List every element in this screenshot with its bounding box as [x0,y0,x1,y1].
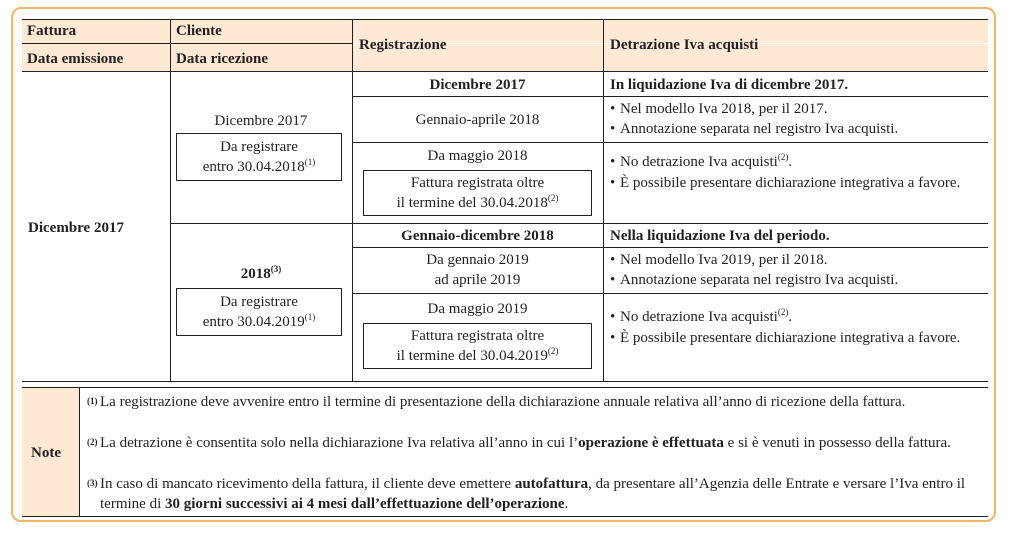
header-fattura: Fattura [27,23,77,39]
ded-2017-title: In liquidazione Iva di dicembre 2017. [610,77,849,93]
reception-2017-box-line1: Da registrare [220,139,298,155]
reg-2018-row3: Da maggio 2019 [427,301,528,317]
notes-label: Note [31,445,61,461]
reg-2017-row3-box [363,170,592,216]
reg-2018-title: Gennaio-dicembre 2018 [401,228,554,244]
reg-2018-row3-box-line2: il termine del 30.04.2019$^{(2)}$ [396,346,559,364]
header-row-bottom [22,44,988,71]
reception-2018: 2018$^{(3)}$ [240,264,282,282]
header-cliente: Cliente [176,23,222,39]
reception-2017-box [176,133,342,181]
reception-2017: Dicembre 2017 [214,113,308,129]
reg-2018-row2-line2: ad aprile 2019 [434,272,521,288]
reg-2018-row2-line1: Da gennaio 2019 [426,252,529,268]
reg-2017-row3: Da maggio 2018 [427,148,528,164]
header-row-top [22,20,988,43]
reg-2017-row3-box-line2: il termine del 30.04.2018$^{(2)}$ [396,193,559,211]
reg-2018-row3-box [363,323,592,369]
reg-2017-row2: Gennaio-aprile 2018 [415,112,540,128]
ded-2018-title: Nella liquidazione Iva del periodo. [610,228,830,244]
reception-2018-box [176,288,342,336]
emission-date: Dicembre 2017 [28,220,124,236]
reg-2018-row3-box-line1: Fattura registrata oltre [410,328,545,344]
reception-2018-box-line2: entro 30.04.2019$^{(1)}$ [202,312,316,330]
reception-2017-box-line2: entro 30.04.2018$^{(1)}$ [202,157,316,175]
header-data-ricezione: Data ricezione [176,51,269,67]
header-registrazione: Registrazione [359,37,447,53]
header-data-emissione: Data emissione [27,51,124,67]
reg-2017-title: Dicembre 2017 [429,77,526,93]
reception-2018-box-line1: Da registrare [220,294,298,310]
reg-2017-row3-box-line1: Fattura registrata oltre [410,175,545,191]
header-detrazione: Detrazione Iva acquisti [610,37,759,53]
